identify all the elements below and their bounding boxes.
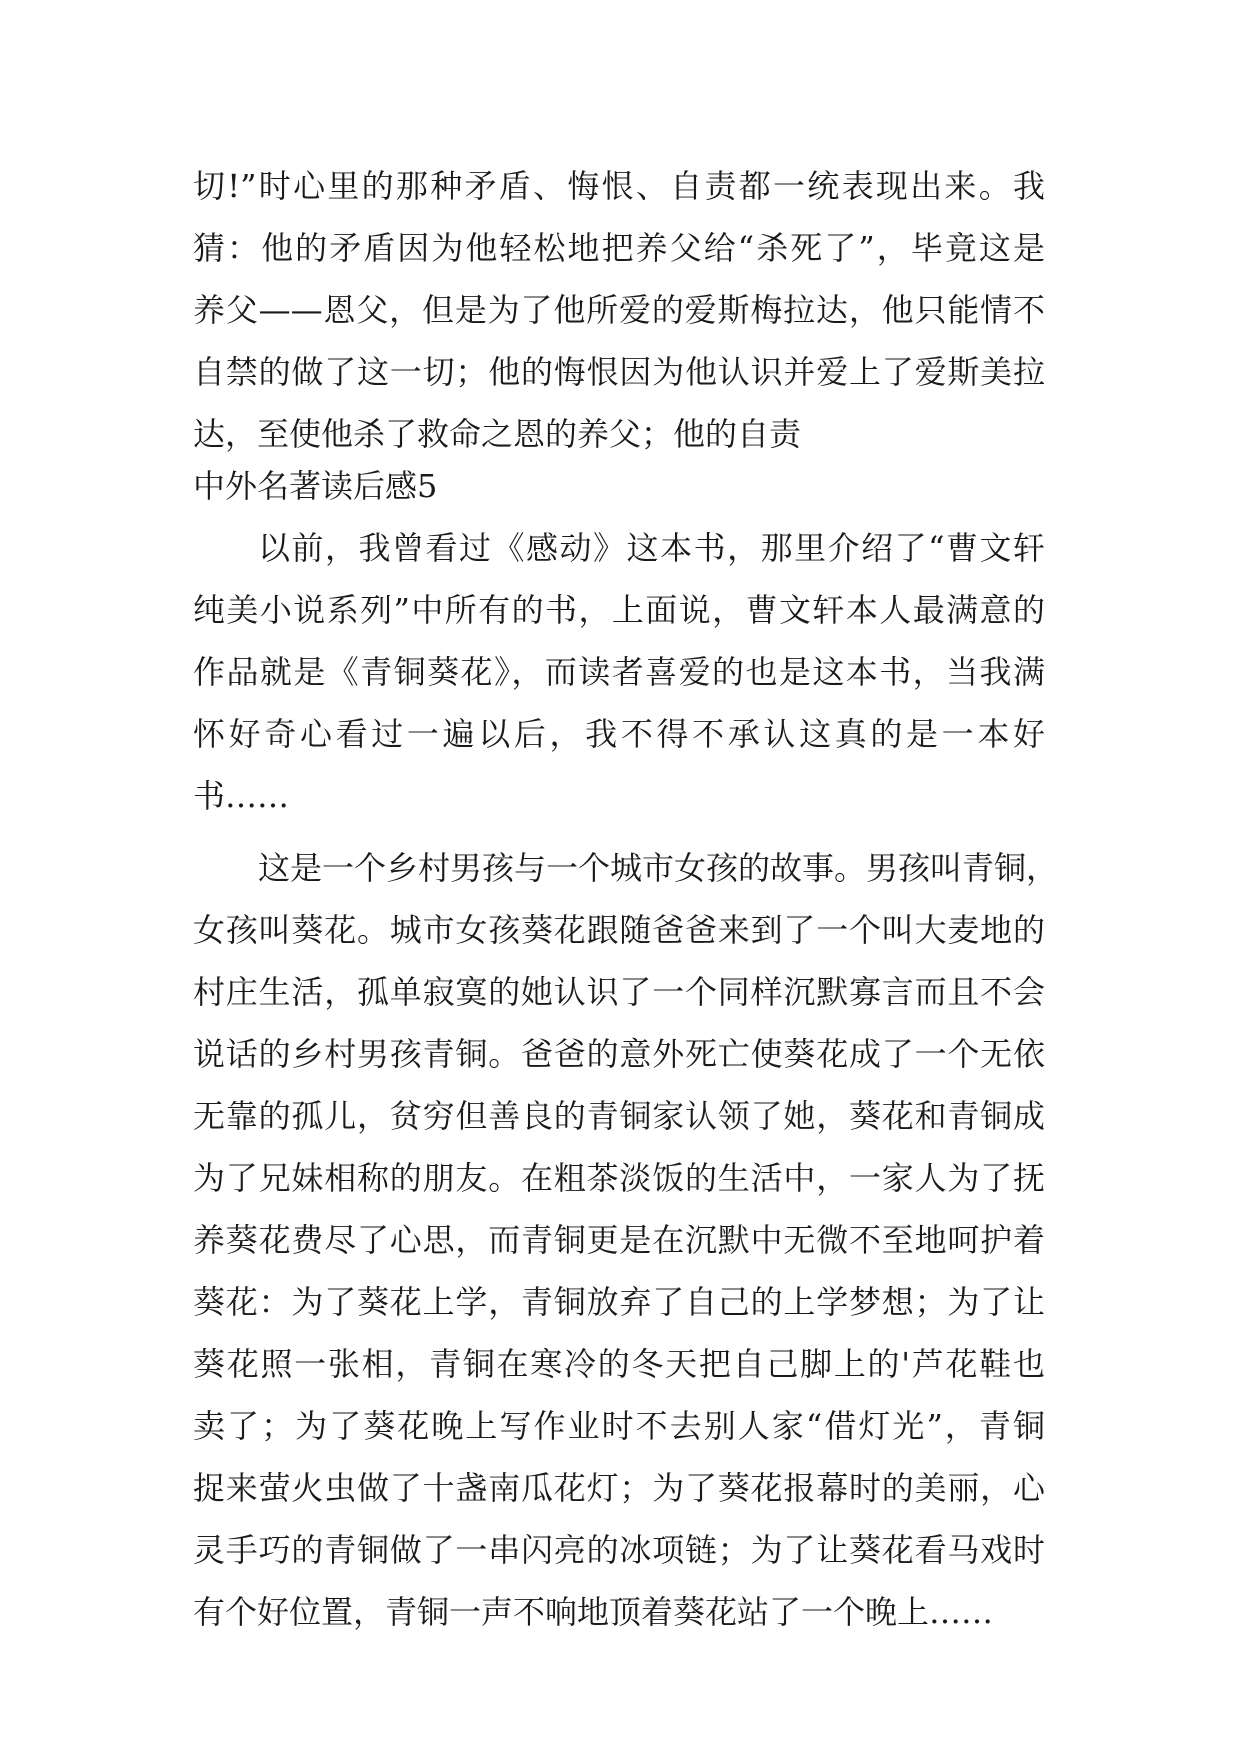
text-line: 切!”时心里的那种矛盾、悔恨、自责都一统表现出来。我 [193,167,1045,205]
text-line: 说话的乡村男孩青铜。爸爸的意外死亡使葵花成了一个无依 [193,1035,1045,1073]
text-line: 达，至使他杀了救命之恩的养父；他的自责 [193,415,802,453]
text-line: 捉来萤火虫做了十盏南瓜花灯；为了葵花报幕时的美丽，心 [193,1469,1045,1507]
text-line: 书…… [193,777,290,815]
text-line: 有个好位置，青铜一声不响地顶着葵花站了一个晚上…… [193,1593,994,1631]
text-line: 养葵花费尽了心思，而青铜更是在沉默中无微不至地呵护着 [193,1221,1045,1259]
text-line: 为了兄妹相称的朋友。在粗茶淡饭的生活中，一家人为了抚 [193,1159,1045,1197]
text-line: 葵花：为了葵花上学，青铜放弃了自己的上学梦想；为了让 [193,1283,1045,1321]
text-line: 卖了；为了葵花晚上写作业时不去别人家“借灯光”，青铜 [193,1407,1045,1445]
text-line: 灵手巧的青铜做了一串闪亮的冰项链；为了让葵花看马戏时 [193,1531,1045,1569]
text-line: 养父——恩父，但是为了他所爱的爱斯梅拉达，他只能情不 [193,291,1045,329]
text-line: 自禁的做了这一切；他的悔恨因为他认识并爱上了爱斯美拉 [193,353,1045,391]
text-line: 作品就是《青铜葵花》，而读者喜爱的也是这本书，当我满 [193,653,1045,691]
section-title: 中外名著读后感5 [193,467,438,505]
text-line: 这是一个乡村男孩与一个城市女孩的故事。男孩叫青铜， [258,849,1059,887]
text-line: 纯美小说系列”中所有的书，上面说，曹文轩本人最满意的 [193,591,1045,629]
text-line: 女孩叫葵花。城市女孩葵花跟随爸爸来到了一个叫大麦地的 [193,911,1045,949]
text-line: 村庄生活，孤单寂寞的她认识了一个同样沉默寡言而且不会 [193,973,1045,1011]
text-line: 无靠的孤儿，贫穷但善良的青铜家认领了她，葵花和青铜成 [193,1097,1045,1135]
text-line: 猜：他的矛盾因为他轻松地把养父给“杀死了”，毕竟这是 [193,229,1045,267]
text-line: 怀好奇心看过一遍以后，我不得不承认这真的是一本好 [193,715,1045,753]
text-line: 以前，我曾看过《感动》这本书，那里介绍了“曹文轩 [258,529,1045,567]
text-line: 葵花照一张相，青铜在寒冷的冬天把自己脚上的'芦花鞋也 [193,1345,1045,1383]
